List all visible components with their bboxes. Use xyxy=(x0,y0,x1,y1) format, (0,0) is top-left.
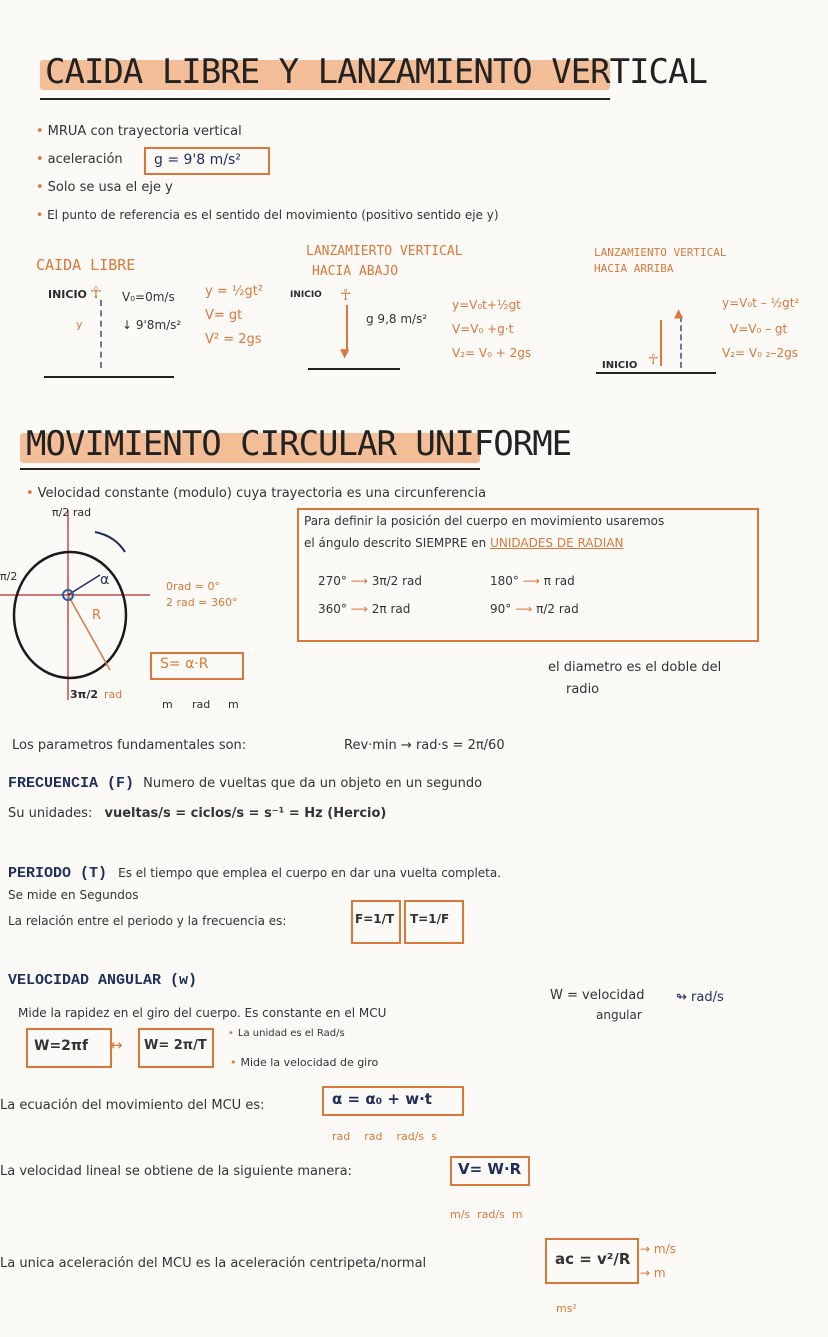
radian-text: Para definir la posición del cuerpo en movimiento usaremos xyxy=(304,514,665,528)
linear-units: m/s rad/s m xyxy=(450,1208,523,1221)
conversion xyxy=(318,602,410,616)
title-underline xyxy=(20,468,480,470)
inicio-label: INICIO xyxy=(290,290,322,300)
fall-path xyxy=(100,300,102,368)
section-title: MOVIMIENTO CIRCULAR UNIFORME xyxy=(26,424,572,464)
page-title: CAIDA LIBRE Y LANZAMIENTO VERTICAL xyxy=(45,52,707,92)
frecuencia-desc: Numero de vueltas que da un objeto en un segundo xyxy=(143,776,483,791)
ground-line xyxy=(308,368,400,370)
alpha-label: α xyxy=(100,572,110,588)
acel-unit-text: m xyxy=(653,1266,666,1280)
params-label: Los parametros fundamentales son: xyxy=(12,738,247,753)
gravity-arrow-label: ↓ 9'8m/s² xyxy=(122,318,182,332)
person-icon: ☥ xyxy=(648,352,659,368)
formula: V₂= V₀ + 2gs xyxy=(452,346,532,360)
angular-side: angular xyxy=(596,1008,642,1022)
intro-bullet: • El punto de referencia es el sentido del movimiento (positivo sentido eje y) xyxy=(36,208,499,222)
units-label: Su unidades: xyxy=(8,806,93,821)
intro-bullet: • Solo se usa el eje y xyxy=(36,180,173,195)
radius-line xyxy=(68,595,110,670)
conv-rad: 3π/2 rad xyxy=(371,574,423,588)
f-formula: F=1/T xyxy=(355,912,395,926)
periodo-head: PERIODO (T) xyxy=(8,865,108,882)
acel-unit: → m/s xyxy=(640,1242,676,1256)
conversion xyxy=(490,574,575,588)
rad-label: rad xyxy=(104,688,123,701)
person-icon: ☥ xyxy=(90,283,102,302)
radius-label: R xyxy=(92,608,102,623)
radian-text xyxy=(304,536,624,550)
angular-unit: ↬ rad/s xyxy=(676,990,724,1005)
periodo-desc: Es el tiempo que emplea el cuerpo en dar una vuelta completa. xyxy=(118,866,502,880)
angular-note: • La unidad es el Rad/s xyxy=(228,1028,345,1039)
acel-bottom-unit: ms² xyxy=(556,1302,577,1315)
circle-diagram xyxy=(0,500,160,720)
conv-rad: 2π rad xyxy=(371,602,411,616)
inicio-label: INICIO xyxy=(48,288,87,301)
gravity-text: 9'8m/s² xyxy=(135,318,182,332)
conv-deg: 180° xyxy=(490,574,519,588)
formula: V=V₀ +g·t xyxy=(452,322,514,336)
linear-label: La velocidad lineal se obtiene de la siguiente manera: xyxy=(0,1164,352,1179)
gravity-value: g = 9'8 m/s² xyxy=(154,152,241,168)
conv-deg: 360° xyxy=(318,602,347,616)
linear-formula: V= W·R xyxy=(458,1160,522,1178)
formula: y=V₀t – ½gt² xyxy=(722,296,800,310)
angular-desc: Mide la rapidez en el giro del cuerpo. Es constante en el MCU xyxy=(18,1006,387,1020)
w-formula: W= 2π/T xyxy=(144,1038,207,1053)
periodo-unit: Se mide en Segundos xyxy=(8,888,139,902)
mcu-bullet: • Velocidad constante (modulo) cuya trayectoria es una circunferencia xyxy=(26,486,486,501)
pi-side-label: π/2 xyxy=(0,570,18,583)
angular-note: • Mide la velocidad de giro xyxy=(230,1056,378,1069)
conv-arrow: ⟶ xyxy=(350,574,368,588)
periodo-relation: La relación entre el periodo y la frecuencia es: xyxy=(8,914,287,928)
ground-line xyxy=(596,372,716,374)
acel-unit: → m xyxy=(640,1266,666,1280)
two-rad: 2 rad = 360° xyxy=(166,596,238,609)
conversion xyxy=(490,602,579,616)
caida-title: CAIDA LIBRE xyxy=(36,256,136,274)
rotation-arrow xyxy=(95,532,125,552)
arriba-subtitle: HACIA ARRIBA xyxy=(594,262,674,275)
abajo-title: LANZAMIERTO VERTICAL xyxy=(306,244,463,259)
conv-deg: 90° xyxy=(490,602,512,616)
down-arrow-head: ▼ xyxy=(340,346,350,360)
diameter-note: radio xyxy=(566,682,600,697)
diameter-note: el diametro es el doble del xyxy=(548,660,722,675)
double-arrow: ↔ xyxy=(110,1036,123,1054)
person-icon: ☥ xyxy=(340,286,352,304)
frecuencia-units xyxy=(8,806,386,821)
conv-rad: π/2 rad xyxy=(536,602,579,616)
inicio-label: INICIO xyxy=(602,360,638,371)
rev-min: Rev·min → rad·s = 2π/60 xyxy=(344,738,505,753)
conversion xyxy=(318,574,422,588)
frecuencia-line xyxy=(8,772,482,792)
abajo-subtitle: HACIA ABAJO xyxy=(312,264,399,279)
formula: V=V₀ – gt xyxy=(730,322,788,336)
intro-bullet: • MRUA con trayectoria vertical xyxy=(36,124,242,139)
units-value: vueltas/s = ciclos/s = s⁻¹ = Hz (Hercio) xyxy=(104,806,387,821)
y-axis-label: y xyxy=(76,318,83,331)
formula: V= gt xyxy=(205,308,243,323)
acel-unit-text: m/s xyxy=(653,1242,676,1256)
title-underline xyxy=(40,98,610,100)
radian-units: UNIDADES DE RADIAN xyxy=(490,536,624,550)
three-pi-half: 3π/2 xyxy=(70,688,99,701)
acel-formula: ac = v²/R xyxy=(555,1250,631,1268)
conv-arrow: ⟶ xyxy=(350,602,368,616)
acel-label: La unica aceleración del MCU es la aceleración centripeta/normal xyxy=(0,1256,427,1271)
up-arrow-head: ▲ xyxy=(674,306,684,320)
angular-head: VELOCIDAD ANGULAR (w) xyxy=(8,972,198,989)
equation: α = α₀ + w·t xyxy=(332,1090,432,1108)
unit-label: m xyxy=(162,698,173,711)
angular-unit-text: rad/s xyxy=(691,990,724,1005)
unit-label: rad xyxy=(192,698,211,711)
conv-rad: π rad xyxy=(543,574,575,588)
up-path xyxy=(680,316,682,368)
unit-label: m xyxy=(228,698,239,711)
formula: y = ½gt² xyxy=(205,284,264,299)
v0-label: V₀=0m/s xyxy=(122,290,175,304)
gravity-text: g 9,8 m/s² xyxy=(366,312,428,326)
circumference xyxy=(14,552,126,678)
radian-text-start: el ángulo descrito SIEMPRE en xyxy=(304,536,487,550)
t-formula: T=1/F xyxy=(410,912,450,926)
periodo-line xyxy=(8,862,501,882)
formula: y=V₀t+½gt xyxy=(452,298,521,312)
zero-rad: 0rad = 0° xyxy=(166,580,220,593)
arc-formula: S= α·R xyxy=(160,656,209,672)
conv-arrow: ⟶ xyxy=(515,602,533,616)
equation-label: La ecuación del movimiento del MCU es: xyxy=(0,1098,265,1113)
formula: V₂= V₀ ₂–2gs xyxy=(722,346,799,360)
angular-side: W = velocidad xyxy=(550,988,645,1003)
formula: V² = 2gs xyxy=(205,332,262,347)
w-formula: W=2πf xyxy=(34,1038,89,1054)
conv-deg: 270° xyxy=(318,574,347,588)
conv-arrow: ⟶ xyxy=(522,574,540,588)
up-arrow xyxy=(660,320,662,366)
intro-bullet-label: • aceleración xyxy=(36,152,123,167)
frecuencia-head: FRECUENCIA (F) xyxy=(8,775,135,792)
arriba-title: LANZAMIENTO VERTICAL xyxy=(594,246,727,259)
equation-units: rad rad rad/s s xyxy=(332,1130,437,1143)
pi-half-label: π/2 rad xyxy=(52,506,92,519)
ground-line xyxy=(44,376,174,378)
